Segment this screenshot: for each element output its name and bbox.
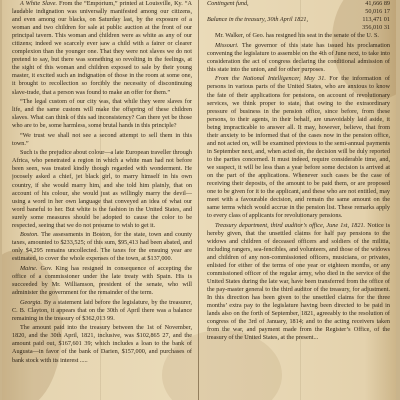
- treasury-ledger: [207, 0, 390, 32]
- column-rule: [198, 0, 199, 400]
- article-paragraph: [207, 75, 390, 220]
- ledger-amount: 41,666 89: [365, 0, 390, 7]
- ledger-amount: 113,471 01: [362, 16, 390, 24]
- article-body: The amount paid into the treasury between the 1st of November, 1820, and the 30th April, 1821, inclusive, was $102,865 27, and the amount paid out, $167,601 39; which includes a loan to the bank of Augusta—in favor of the bank of Darien, $157,000, and purchases of bank stock with its interest .....: [12, 324, 192, 364]
- ledger-label: Contingent fund,: [207, 0, 249, 7]
- article-paragraph: [207, 32, 390, 40]
- ledger-amount: 356,010 31: [362, 24, 390, 32]
- article-paragraph: [12, 231, 192, 263]
- article-lead: A White Slave.: [20, 0, 58, 7]
- article-body: “The legal custom of our city was, that while they were slaves for life, and the same custom will make the offspring of these children slaves. What can think of this sad inconsistency? Can there yet be those who are to be, some harmless, some brutal hands in this principle?: [12, 98, 192, 130]
- article-lead: Maine.: [20, 265, 38, 272]
- ledger-row: [207, 0, 390, 8]
- article-paragraph: [12, 149, 192, 229]
- article-body: For the information of persons in various parts of the United States, who are anxious to know the fate of their applications for pensions, on account of revolutionary services, we think proper to state, that owing to the extraordinary pressure of business in the pension office, since before, from these persons, to their agents, in their behalf, are unavoidably laid aside, it being impracticable to answer all. It may, however, believe, that from their anxiety to be informed that of the cases now in the pension office, and not acted on, will be examined previous to the semi-annual payments in September next, and, when acted on, the decision will be duly reported to the parties concerned. It must indeed, require considerable time, and, we suspect, it will be less than a year before some decision is arrived at on the part of the applications. Whenever such cases be the case of receiving their deposits, of the amount to be paid them, or are proposed one to be given for it to the applicant, and these who are not entitled, may meet with a favourable decision, and remain the same amount on the same terms which would accrue in the pension list. These remarks apply to every class of applicants for revolutionary pensions.: [207, 75, 390, 220]
- article-body: Such is the prejudice about colour—a late European traveller through Africa, who penetrated a region in which a white man had not before been seen, was treated kindly though regarded with wonderment. He jocosely asked a chief, jet black girl, to marry himself in his own country, if she would marry him, and she told him plainly, that on account of his colour, she would just as willingly marry the devil—using a word in her own language that conveyed an idea of what our word baneful to her. But white is the fashion in the United States, and surely some measures should be adopted to cause the color to be respected, seeing that we do not presume to wish to get it.: [12, 149, 192, 229]
- article-lead: Georgia.: [20, 298, 42, 306]
- article-body: From the “Emporium,” printed at Louisville, Ky. “A laudable indignation was universally manifested among our citizens, and even among our blacks, on Saturday last, by the exposure of a woman and two children for sale at public auction at the front of our principal tavern. This woman and children were as white as any of our citizens; indeed we scarcely ever saw a child with a fairer or clearer complexion than the younger one. That they were not slaves we do not pretend to say, but there was something so revolting in the feelings, at the sight of this woman and children exposed to sale by their young master, it excited such an indignation of those in the room at some one, it brought to recollection so forcibly the necessity of discontinuing slave-trade, that a person was found to make an offer for them.”: [12, 0, 192, 96]
- newspaper-page: [2, 0, 396, 400]
- article-paragraph: [12, 98, 192, 130]
- right-column: [207, 0, 390, 400]
- article-paragraph: [207, 42, 390, 74]
- ledger-row: [207, 16, 390, 24]
- article-lead: From the National Intelligencer, May 31.: [215, 75, 326, 83]
- article-lead: Treasury department, third auditor’s office, June 1st, 1821.: [215, 221, 366, 229]
- article-lead: Missouri.: [215, 41, 239, 49]
- article-paragraph: [12, 132, 192, 148]
- article-body: Notice is hereby given, that the unsettled claims for half pay pensions to the widows and children of deceased officers and soldiers of the militia, including rangers, sea-fencibles, and volunteers, and those of the widows and children of any non-commissioned officers, musicians, or privates, enlisted for either of the terms of one year or eighteen months, or any commissioned officer of the regular army, who died in the service of the United States during the late war, have been transferred from the office of the pay-master general to the third auditor of the treasury, for adjustment. In this direction has been given to the unsettled claims for the three months’ extra pay to the legislature having been directed to be paid in lands also on the forth of September, 1821, agreeably to the resolution of congress of the 3rd of January, 1814; and to the acting receivers taken from the war, and payment made from the Register’s Office, of the treasury of the United States, at the present...: [207, 221, 390, 342]
- article-body: By a statement laid before the legislature, by the treasurer, C. B. Clayton, it appears that on the 30th of April there was a balance remaining in the treasury of $362,013 99.: [12, 298, 192, 322]
- ledger-label: Balance in the treasury, 30th April 1821,: [207, 16, 309, 24]
- article-body: “We trust we shall not see a second attempt to sell them in this town.”: [12, 131, 192, 147]
- article-body: The governor of this state has issued his proclamation convening the legislature to assemble on the 4th of June next, to take into consideration the act of congress declaring the conditional admission of this state into the union, and for other purposes.: [207, 41, 390, 73]
- ledger-row: [207, 8, 390, 16]
- ledger-row: [207, 24, 390, 32]
- article-body: Gov. King has resigned in consequence of accepting the office of a commissioner under the late treaty with Spain. His is succeeded by Mr. Williamson, president of the senate, who will administer the government for the remainder of the term.: [12, 265, 192, 297]
- right-column-articles: [207, 32, 390, 342]
- article-paragraph: [12, 0, 192, 97]
- article-lead: Boston.: [20, 231, 39, 239]
- article-body: The assessments in Boston, for the state, town and county taxes, amounted to $233,525; of this sum, $95,413 had been abated, and only $4,295 remains uncollected. The taxes for the ensuing year are estimated, to cover the whole expenses of the town, at $137,000.: [12, 231, 192, 263]
- article-paragraph: [12, 324, 192, 364]
- article-body: Mr. Walker, of Geo. has resigned his seat in the senate of the U. S.: [215, 32, 379, 40]
- ledger-amount: 50,016 17: [365, 8, 390, 16]
- article-paragraph: [12, 299, 192, 323]
- left-column: [12, 0, 192, 400]
- article-paragraph: [12, 265, 192, 297]
- article-paragraph: [207, 222, 390, 343]
